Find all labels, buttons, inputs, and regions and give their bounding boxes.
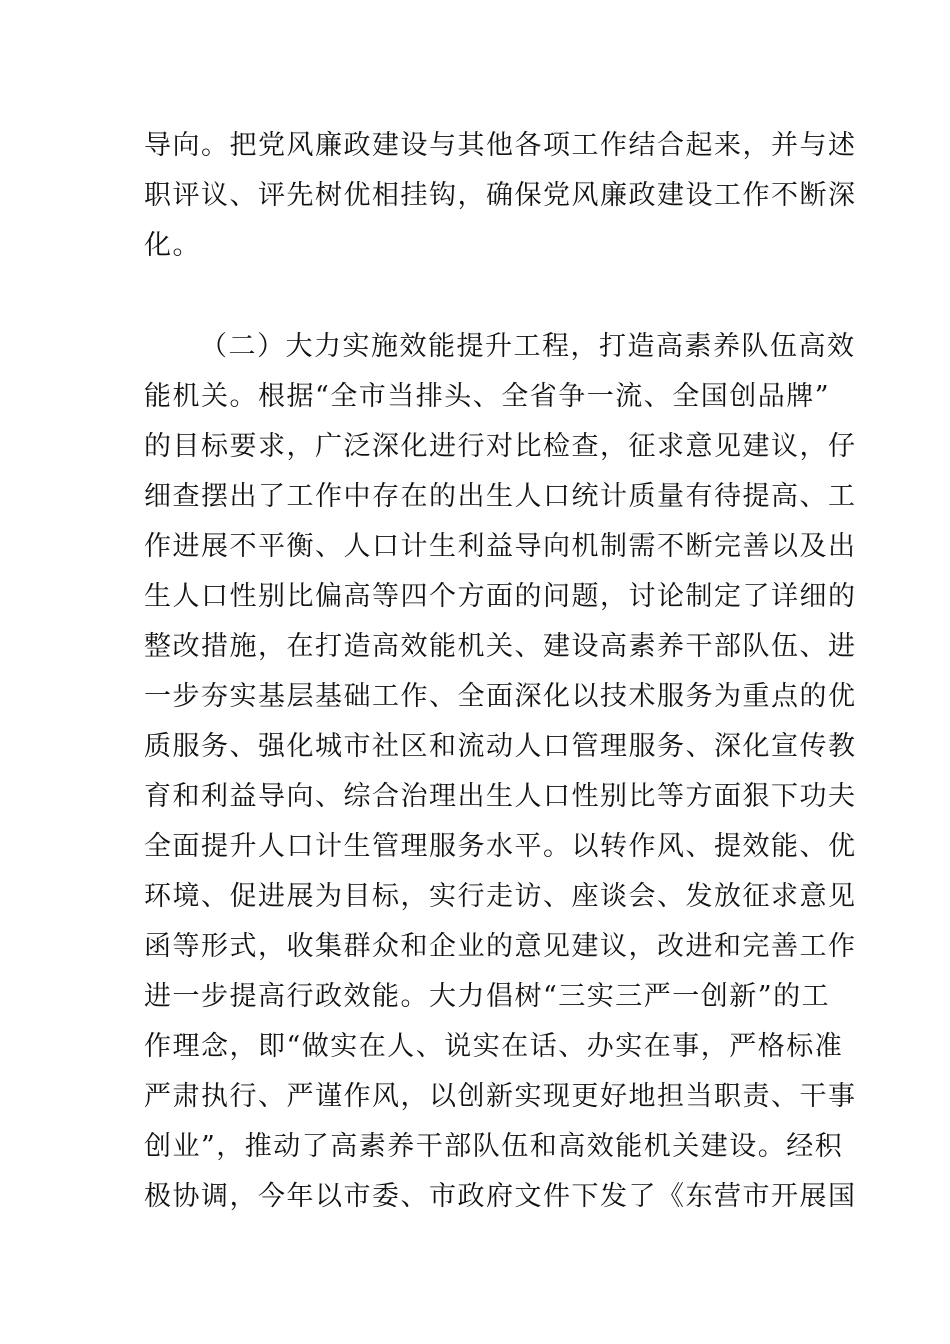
text-line: 极协调，今年以市委、市政府文件下发了《东营市开展国 [144, 1181, 857, 1212]
text-line: 化。 [144, 230, 201, 261]
text-line: 作理念，即“做实在人、说实在话、办实在事，严格标准 [144, 1031, 844, 1062]
paragraph-continuation [144, 121, 857, 271]
paragraph-section-two [144, 322, 857, 1272]
text-line: 导向。把党风廉政建设与其他各项工作结合起来，并与述 [144, 130, 857, 161]
text-line: 进一步提高行政效能。大力倡树“三实三严一创新”的工 [144, 981, 831, 1012]
text-line: 生人口性别比偏高等四个方面的问题，讨论制定了详细的 [144, 581, 857, 612]
text-line: 能机关。根据“全市当排头、全省争一流、全国创品牌” [144, 381, 831, 412]
section-heading-line: （二）大力实施效能提升工程，打造高素养队伍高效 [200, 331, 856, 362]
text-line: 环境、促进展为目标，实行走访、座谈会、发放征求意见 [144, 881, 857, 912]
text-line: 细查摆出了工作中存在的出生人口统计质量有待提高、工 [144, 481, 857, 512]
text-line: 创业”，推动了高素养干部队伍和高效能机关建设。经积 [144, 1131, 844, 1162]
text-line: 职评议、评先树优相挂钩，确保党风廉政建设工作不断深 [144, 180, 857, 211]
text-line: 质服务、强化城市社区和流动人口管理服务、深化宣传教 [144, 731, 857, 762]
text-line: 一步夯实基层基础工作、全面深化以技术服务为重点的优 [144, 681, 857, 712]
text-line: 整改措施，在打造高效能机关、建设高素养干部队伍、进 [144, 631, 857, 662]
text-line: 作进展不平衡、人口计生利益导向机制需不断完善以及出 [144, 531, 857, 562]
text-line: 函等形式，收集群众和企业的意见建议，改进和完善工作 [144, 931, 857, 962]
text-line: 的目标要求，广泛深化进行对比检查，征求意见建议，仔 [144, 431, 857, 462]
text-line: 全面提升人口计生管理服务水平。以转作风、提效能、优 [144, 831, 857, 862]
text-line: 育和利益导向、综合治理出生人口性别比等方面狠下功夫 [144, 781, 857, 812]
text-line: 严肃执行、严谨作风，以创新实现更好地担当职责、干事 [144, 1081, 857, 1112]
text-line [144, 1222, 814, 1272]
